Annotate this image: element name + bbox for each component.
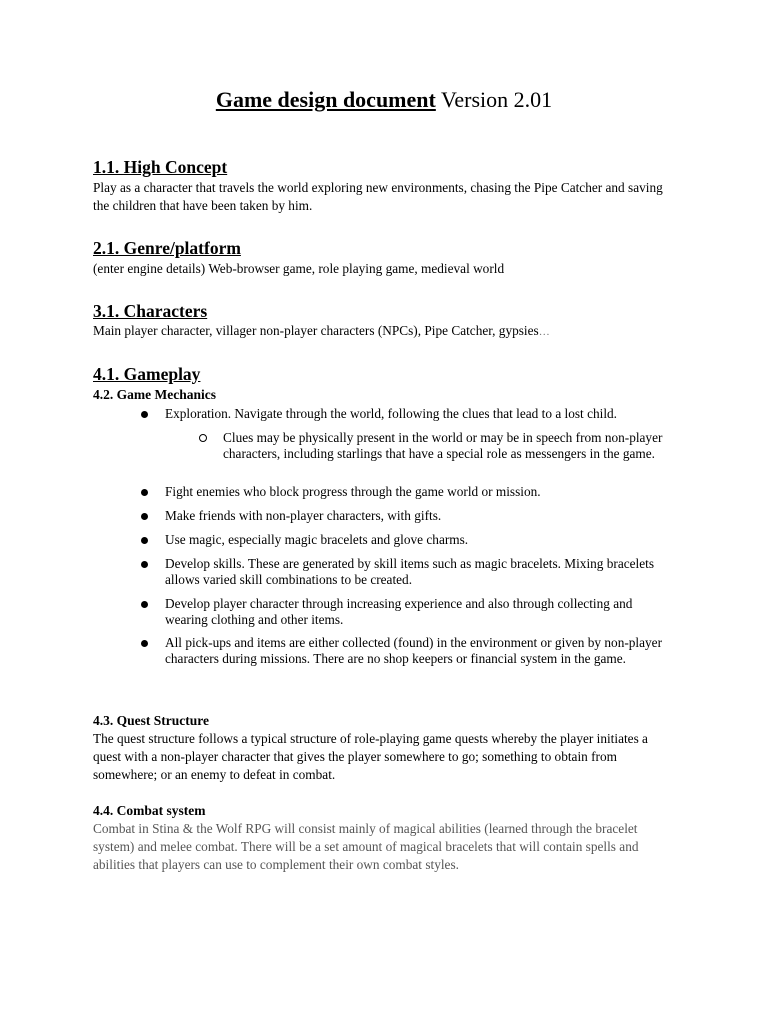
section-heading-gameplay: 4.1. Gameplay	[93, 364, 201, 384]
mechanics-bullet-friends: Make friends with non-player characters, with gifts.	[165, 508, 442, 523]
bullet-marker	[139, 556, 151, 574]
mechanics-bullet-fight: Fight enemies who block progress through the game world or mission.	[165, 484, 541, 499]
mechanics-bullet-character: Develop player character through increasing experience and also through collecting and wearing clothing and other items.	[165, 596, 633, 627]
section-heading-high-concept: 1.1. High Concept	[93, 157, 228, 177]
high-concept-text: Play as a character that travels the world exploring new environments, chasing the Pipe Catcher and saving the children that have been taken by him.	[93, 180, 663, 213]
characters-ellipsis: …	[538, 326, 550, 338]
bullet-marker	[139, 532, 151, 550]
bullet-marker	[139, 508, 151, 526]
characters-paragraph	[93, 322, 678, 341]
bullet-marker	[139, 484, 151, 502]
section-heading-genre: 2.1. Genre/platform	[93, 238, 241, 258]
mechanics-bullet-pickups: All pick-ups and items are either collected (found) in the environment or given by non-player characters during missions. There are no shop keepers or financial system in the game.	[165, 635, 662, 666]
title-main: Game design document	[215, 87, 436, 112]
mechanics-sub-bullet-clues: Clues may be physically present in the world or may be in speech from non-player characters, including starlings that have a special role as messengers in the game.	[223, 430, 663, 461]
quest-structure-text: The quest structure follows a typical structure of role-playing game quests whereby the player initiates a quest with a non-player character that gives the player somewhere to go; something to obtain from somewhere; or an enemy to defeat in combat.	[93, 731, 648, 782]
bullet-marker	[139, 596, 151, 614]
characters-text: Main player character, villager non-player characters (NPCs), Pipe Catcher, gypsies	[93, 323, 539, 338]
genre-text: (enter engine details) Web-browser game, role playing game, medieval world	[93, 261, 505, 276]
subheading-combat-system: 4.4. Combat system	[93, 803, 206, 818]
combat-system-text: Combat in Stina & the Wolf RPG will consist mainly of magical abilities (learned through the bracelet system) and melee combat. There will be a set amount of magical bracelets that will contain spells and abilities that players can use to complement their own combat styles.	[93, 821, 639, 872]
section-heading-characters: 3.1. Characters	[93, 301, 208, 321]
document-title	[0, 85, 768, 115]
mechanics-bullet-skills: Develop skills. These are generated by skill items such as magic bracelets. Mixing bracelets allows varied skill combinations to be created.	[165, 556, 655, 587]
sub-bullet-marker	[198, 430, 210, 448]
bullet-marker	[139, 406, 151, 424]
mechanics-bullet-exploration: Exploration. Navigate through the world, following the clues that lead to a lost child.	[165, 406, 617, 421]
title-version: Version 2.01	[440, 87, 553, 112]
subheading-game-mechanics: 4.2. Game Mechanics	[93, 387, 216, 402]
mechanics-bullet-magic: Use magic, especially magic bracelets and glove charms.	[165, 532, 469, 547]
bullet-marker	[139, 635, 151, 653]
subheading-quest-structure: 4.3. Quest Structure	[93, 713, 209, 728]
